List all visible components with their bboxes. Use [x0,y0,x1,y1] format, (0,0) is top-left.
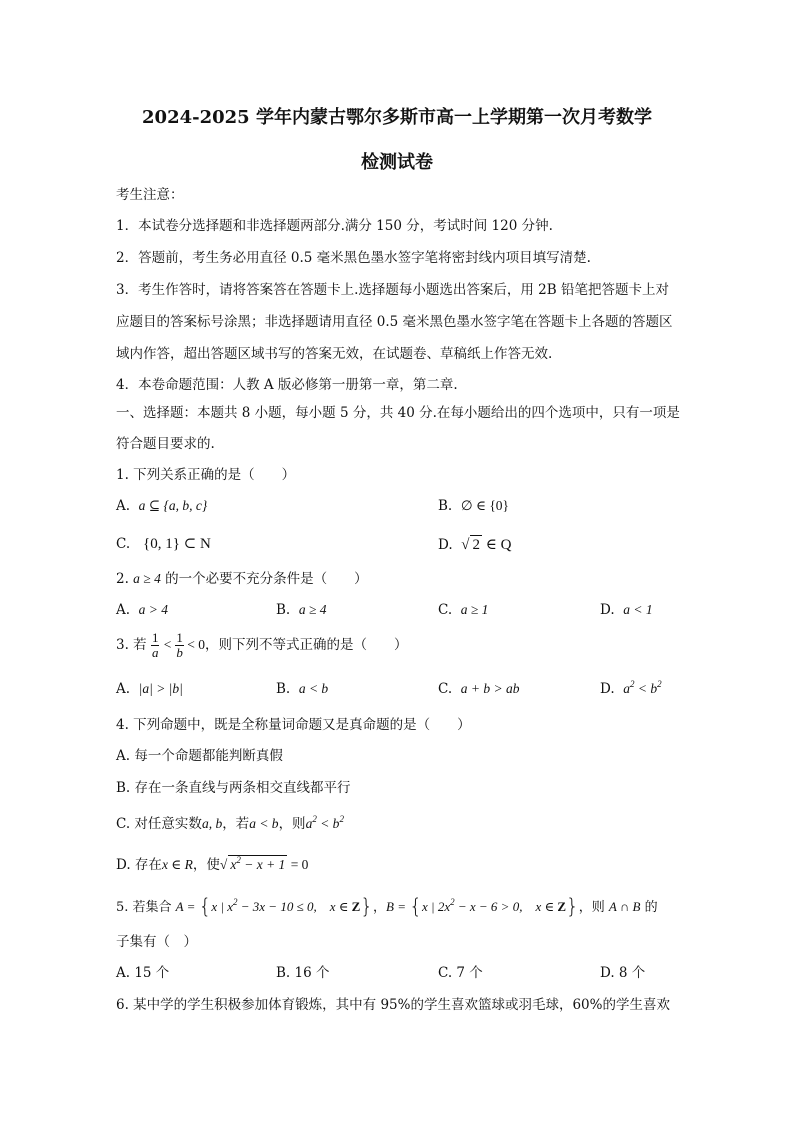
q2-a-label: A. [116,602,131,618]
q3-d-mid: < b [634,681,658,696]
q5-set-a-label: A = [175,899,199,914]
q3-option-c [438,680,519,698]
q3-tail-text: ，则下列不等式正确的是（ ） [204,637,408,653]
q2-stem-text: 的一个必要不充分条件是（ ） [160,571,368,587]
q4-c-text-1: C. 对任意实数 [116,816,202,832]
q4-option-d: D. 存在x ∈ R，使√ $x^2 - x + 1 = 0$ [116,854,309,873]
notice-item-2: 2．答题前，考生务必用直径 0.5 毫米黑色墨水签字笔将密封线内项目填写清楚. [116,250,591,266]
q4-c-sup-2: 2 [339,813,344,824]
notice-item-3a: 3．考生作答时，请将答案答在答题卡上.选择题每小题选出答案后，用 2B 铅笔把答题卡上对 [116,282,669,298]
q5-set-b-body-b: − x − 6 > 0, x ∈ [454,899,558,914]
q3-option-b [276,680,328,698]
q4-d-text-2: ，使 [192,857,220,873]
q3-d-sup-b: 2 [657,678,662,689]
q3-f1-num: 1 [151,630,159,645]
q2-option-a [116,601,168,619]
q3-number: 3. 若 [116,637,151,653]
q4-c-math-3b: < b [316,816,340,831]
notice-item-4: 4．本卷命题范围：人教 A 版必修第一册第一章，第二章. [116,377,458,393]
q3-a-math: |a| > |b| [138,681,183,696]
q5-set-b-label: B = [386,899,410,914]
q3-option-a [116,680,183,698]
q1-b-math: ∅ ∈ {0} [460,498,510,513]
q5-stem: 5. 若集合 A = {x | $x^2 - 3x - 10 \le 0$, x ∈ Z}，B = {x | $2x^2 - x - 6 > 0$, x ∈ Z}，则 A ∩ B 的 [116,894,658,918]
q3-a-label: A. [116,681,131,697]
q5-set-a-Z: Z [351,899,361,914]
q2-a-math: a > 4 [138,602,169,617]
section-1-line-1: 一、选择题：本题共 8 小题，每小题 5 分，共 40 分.在每小题给出的四个选项中，只有一项是 [116,405,680,421]
q1-d-label: D. [438,537,453,553]
q4-c-math-3a: a [305,816,313,831]
q5-tail-1: ，则 [578,900,609,915]
q4-d-tail: = 0 [287,857,309,872]
q5-option-c: C. 7 个 [438,965,483,981]
q3-b-math: a < b [298,681,329,696]
q5-set-b-sup: 2 [450,896,455,907]
q5-tail-math: A ∩ B [608,899,641,914]
section-1-line-2: 符合题目要求的. [116,436,215,452]
q5-option-d: D. 8 个 [600,965,646,981]
q3-c-math: a + b > ab [460,681,520,696]
q4-c-math-1: a, b [201,816,223,831]
q4-c-text-3: ，则 [278,816,306,832]
q5-number: 5. 若集合 [116,900,176,915]
q3-option-d [600,680,662,698]
q1-c-label: C. [116,536,131,552]
q5-option-b: B. 16 个 [276,965,330,981]
q4-option-a: A. 每一个命题都能判断真假 [116,748,283,764]
q3-f1-den: a [151,645,159,660]
q1-c-math: {0, 1} ⊂ N [143,536,211,552]
notice-item-3c: 域内作答，超出答题区域书写的答案无效，在试题卷、草稿纸上作答无效. [116,346,553,362]
q2-d-math: a < 1 [623,602,653,617]
q4-option-b: B. 存在一条直线与两条相交直线都平行 [116,780,351,796]
q2-b-math: a ≥ 4 [298,602,327,617]
q5-tail-2: 的 [640,900,658,915]
q5-stem-line-2: 子集有（ ） [116,934,197,950]
notice-heading: 考生注意： [116,187,184,203]
q4-d-math-1: x ∈ R [161,857,193,872]
q6-stem-line-1: 6. 某中学的学生积极参加体育锻炼，其中有 95%的学生喜欢篮球或羽毛球，60%的学生喜欢 [116,997,670,1013]
q5-option-a: A. 15 个 [116,965,170,981]
q1-a-label: A. [116,498,131,514]
notice-item-3b: 应题目的答案标号涂黑；非选择题请用直径 0.5 毫米黑色墨水签字笔在答题卡上各题的答题区 [116,314,673,330]
q2-stem-math: a ≥ 4 [133,571,161,586]
q4-d-text-1: D. 存在 [116,857,162,873]
q2-c-label: C. [438,602,453,618]
q1-option-c [116,535,211,553]
q5-set-a-body-b: − 3x − 10 ≤ 0, x ∈ [237,899,352,914]
q2-stem [116,570,368,588]
q2-number: 2. [116,571,134,587]
q3-fraction-2 [175,631,184,660]
q4-d-rad-b: − x + 1 [240,857,286,872]
q1-option-a [116,497,207,515]
notice-item-1: 1．本试卷分选择题和非选择题两部分.满分 150 分，考试时间 120 分钟. [116,218,553,234]
q1-d-radicand: 2 [472,537,480,553]
q2-option-b [276,601,326,619]
q3-c-label: C. [438,681,453,697]
q3-tail-math: < 0 [183,637,205,652]
q3-b-label: B. [276,681,291,697]
q3-lt: < [159,637,176,652]
q5-comma: ， [373,900,387,915]
q5-set-b-Z: Z [557,899,567,914]
title-line-1: 2024-2025 学年内蒙古鄂尔多斯市高一上学期第一次月考数学 [142,107,652,128]
q3-f2-num: 1 [176,630,183,645]
q3-d-sup-a: 2 [629,678,635,689]
q1-b-label: B. [438,498,453,514]
q1-option-d: D. √ 2 ∈ Q [438,537,512,553]
q2-option-c [438,601,488,619]
q4-c-sup: 2 [312,813,317,824]
q2-d-label: D. [600,602,615,618]
q3-d-a: a [623,681,630,696]
q1-option-b [438,497,509,515]
q2-c-math: a ≥ 1 [460,602,489,617]
q4-stem: 4. 下列命题中，既是全称量词命题又是真命题的是（ ） [116,717,471,733]
q2-b-label: B. [276,602,291,618]
q5-set-a-sup: 2 [233,896,238,907]
title-line-2: 检测试卷 [361,152,433,173]
q4-d-rad-a: x [230,857,237,872]
q5-set-b-body-a: x | 2x [421,899,451,914]
q4-option-c [116,815,344,833]
q3-f2-den: b [176,645,183,660]
q4-c-text-2: ，若 [222,816,250,832]
q4-d-rad-sup: 2 [236,854,241,865]
q4-c-math-2: a < b [249,816,279,831]
q5-set-a-body-a: x | x [211,899,234,914]
q1-a-math: a ⊆ {a, b, c} [138,498,208,513]
q1-stem: 1. 下列关系正确的是（ ） [116,467,296,483]
q3-d-label: D. [600,681,615,697]
q2-option-d [600,601,653,619]
q1-d-tail: ∈ Q [481,537,512,553]
q3-stem [116,631,407,660]
